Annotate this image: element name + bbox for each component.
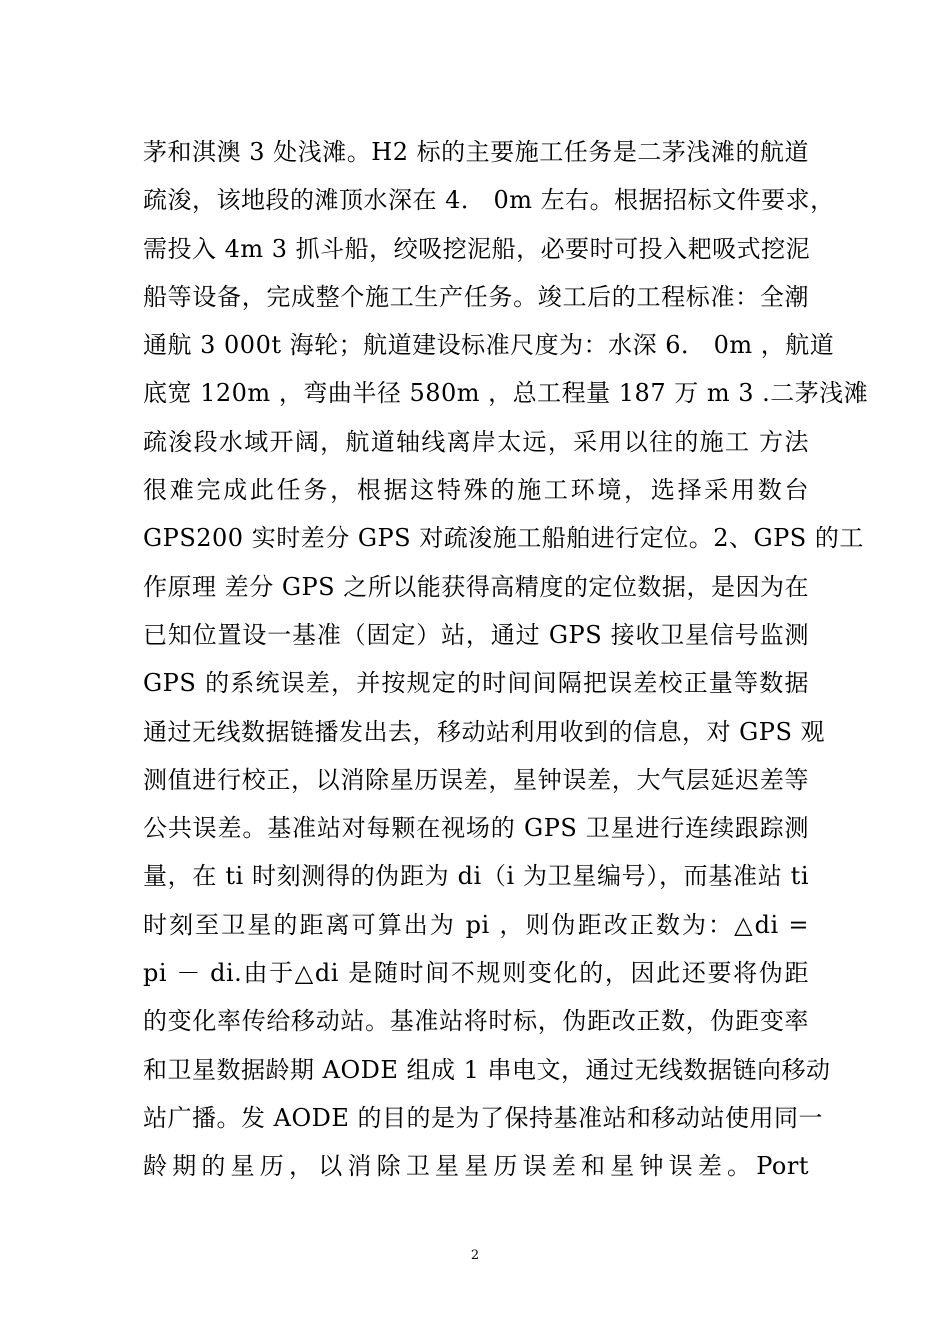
text-line: GPS 的系统误差，并按规定的时间间隔把误差校正量等数据 (143, 669, 809, 698)
text-line: pi － di.由于△di 是随时间不规则变化的，因此还要将伪距 (143, 959, 809, 988)
text-line: 疏浚，该地段的滩顶水深在 4． 0m 左右。根据招标文件要求， (143, 186, 835, 215)
text-line: 疏浚段水域开阔，航道轴线离岸太远，采用以往的施工 方法 (143, 427, 809, 456)
text-line: 量，在 ti 时刻测得的伪距为 di（i 为卫星编号），而基准站 ti (143, 862, 809, 891)
text-line: GPS200 实时差分 GPS 对疏浚施工船舶进行定位。2、GPS 的工 (143, 524, 864, 553)
page-number: 2 (470, 1248, 480, 1263)
body-text (143, 128, 869, 1191)
text-line: 作原理 差分 GPS 之所以能获得高精度的定位数据，是因为在 (143, 572, 809, 601)
text-line: 的变化率传给移动站。基准站将时标，伪距改正数，伪距变率 (143, 1007, 809, 1036)
text-line: 和卫星数据龄期 AODE 组成 1 串电文，通过无线数据链向移动 (143, 1055, 831, 1084)
text-line: 茅和淇澳 3 处浅滩。H2 标的主要施工任务是二茅浅滩的航道 (143, 138, 809, 166)
text-line: 时刻至卫星的距离可算出为 pi ，则伪距改正数为：△di = (143, 910, 809, 939)
text-line: 测值进行校正，以消除星历误差，星钟误差，大气层延迟差等 (143, 765, 809, 794)
text-line: 龄期的星历，以消除卫星星历误差和星钟误差。Port (143, 1152, 809, 1181)
text-line: 站广播。发 AODE 的目的是为了保持基准站和移动站使用同一 (143, 1103, 824, 1132)
text-line: 通航 3 000t 海轮；航道建设标准尺度为：水深 6． 0m ，航道 (143, 331, 835, 360)
text-line: 船等设备，完成整个施工生产任务。竣工后的工程标准：全潮 (143, 282, 809, 311)
text-line: 很难完成此任务，根据这特殊的施工环境，选择采用数台 (143, 476, 809, 505)
text-line: 需投入 4m 3 抓斗船，绞吸挖泥船，必要时可投入耙吸式挖泥 (143, 234, 811, 263)
text-line: 底宽 120m ，弯曲半径 580m ，总工程量 187 万 m 3 .二茅浅滩 (143, 379, 869, 408)
text-line: 公共误差。基准站对每颗在视场的 GPS 卫星进行连续跟踪测 (143, 814, 809, 843)
text-line: 已知位置设一基准（固定）站，通过 GPS 接收卫星信号监测 (143, 620, 809, 649)
text-line: 通过无线数据链播发出去，移动站利用收到的信息，对 GPS 观 (143, 717, 826, 746)
